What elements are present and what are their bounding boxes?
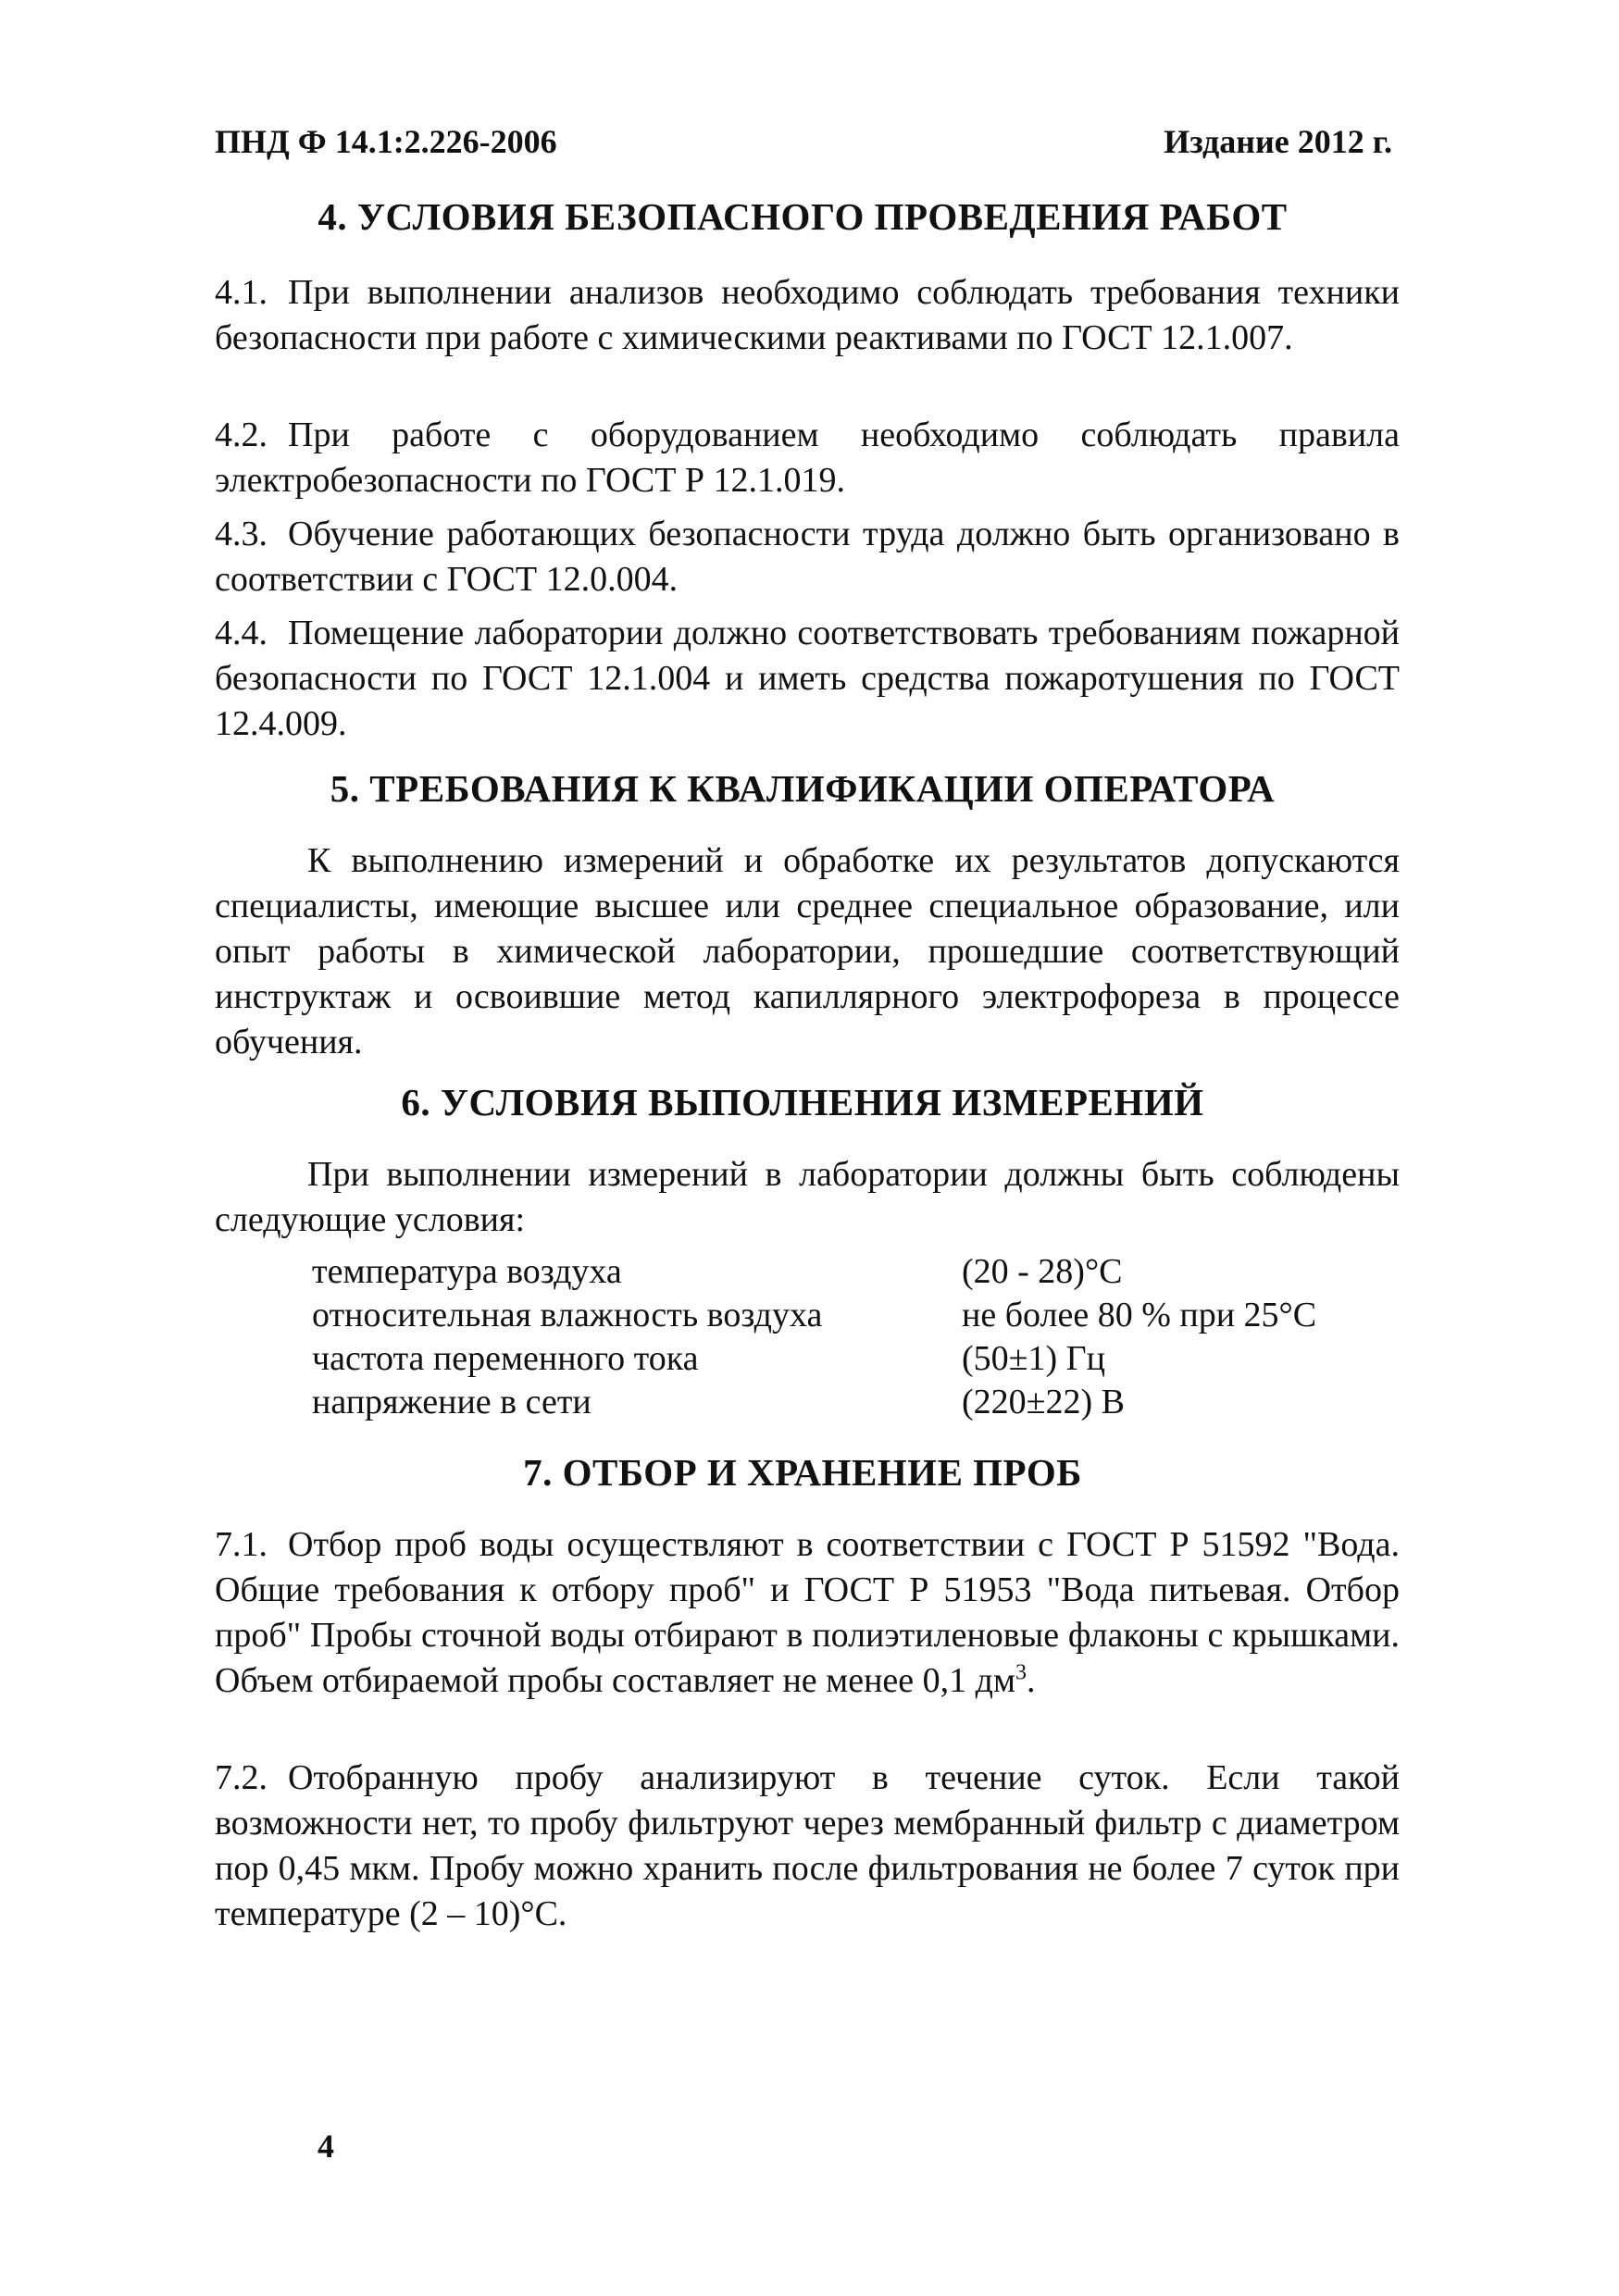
paragraph-7-1 [215, 1522, 1400, 1704]
paragraph-4-1 [215, 270, 1400, 361]
condition-name: напряжение в сети [312, 1383, 592, 1421]
paragraph-number: 4.1. [215, 273, 268, 312]
condition-name: частота переменного тока [312, 1339, 699, 1378]
paragraph-5: К выполнению измерений и обработке их результатов допускаются специалисты, имеющие высшее или среднее специальное образование, или опыт работы в химической лаборатории, прошедшие соответствующий инструктаж и освоившие метод капиллярного электрофореза в процессе обучения. [215, 841, 1400, 1061]
paragraph-4-2 [215, 413, 1400, 503]
document-code: ПНД Ф 14.1:2.226-2006 [215, 123, 557, 160]
paragraph-6-intro: При выполнении измерений в лаборатории должны быть соблюдены следующие условия: [215, 1155, 1400, 1239]
condition-name: температура воздуха [312, 1252, 622, 1291]
paragraph-text: Отбор проб воды осуществляют в соответствии с ГОСТ Р 51592 "Вода. Общие требования к отбору проб" и ГОСТ Р 51953 "Вода питьевая. Отбор проб" Пробы сточной воды отбирают в полиэтиленовые флаконы с крышками. Объем отбираемой пробы составляет не менее 0,1 дм [215, 1525, 1400, 1700]
section-7-title: 7. ОТБОР И ХРАНЕНИЕ ПРОБ [523, 1451, 1082, 1494]
edition-label: Издание 2012 г. [1164, 123, 1392, 160]
condition-value: (50±1) Гц [962, 1339, 1105, 1378]
paragraph-number: 4.4. [215, 614, 268, 652]
paragraph-number: 4.3. [215, 515, 268, 553]
page-number: 4 [318, 2128, 334, 2165]
paragraph-text: При выполнении анализов необходимо соблюдать требования техники безопасности при работе с химическими реактивами по ГОСТ 12.1.007. [215, 273, 1400, 357]
paragraph-number: 7.2. [215, 1758, 268, 1797]
paragraph-number: 4.2. [215, 416, 268, 454]
paragraph-text: При работе с оборудованием необходимо соблюдать правила электробезопасности по ГОСТ Р 12.1.019. [215, 416, 1400, 500]
section-6-title: 6. УСЛОВИЯ ВЫПОЛНЕНИЯ ИЗМЕРЕНИЙ [401, 1081, 1204, 1123]
paragraph-text: Обучение работающих безопасности труда должно быть организовано в соответствии с ГОСТ 12.0.004. [215, 515, 1400, 599]
paragraph-text: Отобранную пробу анализируют в течение суток. Если такой возможности нет, то пробу фильтруют через мембранный фильтр с диаметром пор 0,45 мкм. Пробу можно хранить после фильтрования не более 7 суток при температуре (2 – 10)°С. [215, 1758, 1400, 1933]
paragraph-7-2 [215, 1756, 1400, 1937]
paragraph-text: Помещение лаборатории должно соответствовать требованиям пожарной безопасности по ГОСТ 12.1.004 и иметь средства пожаротушения по ГОСТ 12.4.009. [215, 614, 1400, 743]
condition-value: (20 - 28)°С [962, 1252, 1123, 1291]
paragraph-tail: . [1027, 1661, 1036, 1700]
conditions-table [215, 1249, 1400, 1434]
paragraph-4-4 [215, 611, 1400, 747]
section-4-title: 4. УСЛОВИЯ БЕЗОПАСНОГО ПРОВЕДЕНИЯ РАБОТ [318, 195, 1288, 238]
paragraph-number: 7.1. [215, 1525, 268, 1564]
condition-value: (220±22) В [962, 1383, 1126, 1421]
superscript-3: 3 [1015, 1660, 1027, 1685]
paragraph-4-3 [215, 512, 1400, 602]
condition-name: относительная влажность воздуха [312, 1296, 823, 1334]
section-5-title: 5. ТРЕБОВАНИЯ К КВАЛИФИКАЦИИ ОПЕРАТОРА [330, 767, 1276, 810]
condition-value: не более 80 % при 25°С [962, 1296, 1317, 1334]
